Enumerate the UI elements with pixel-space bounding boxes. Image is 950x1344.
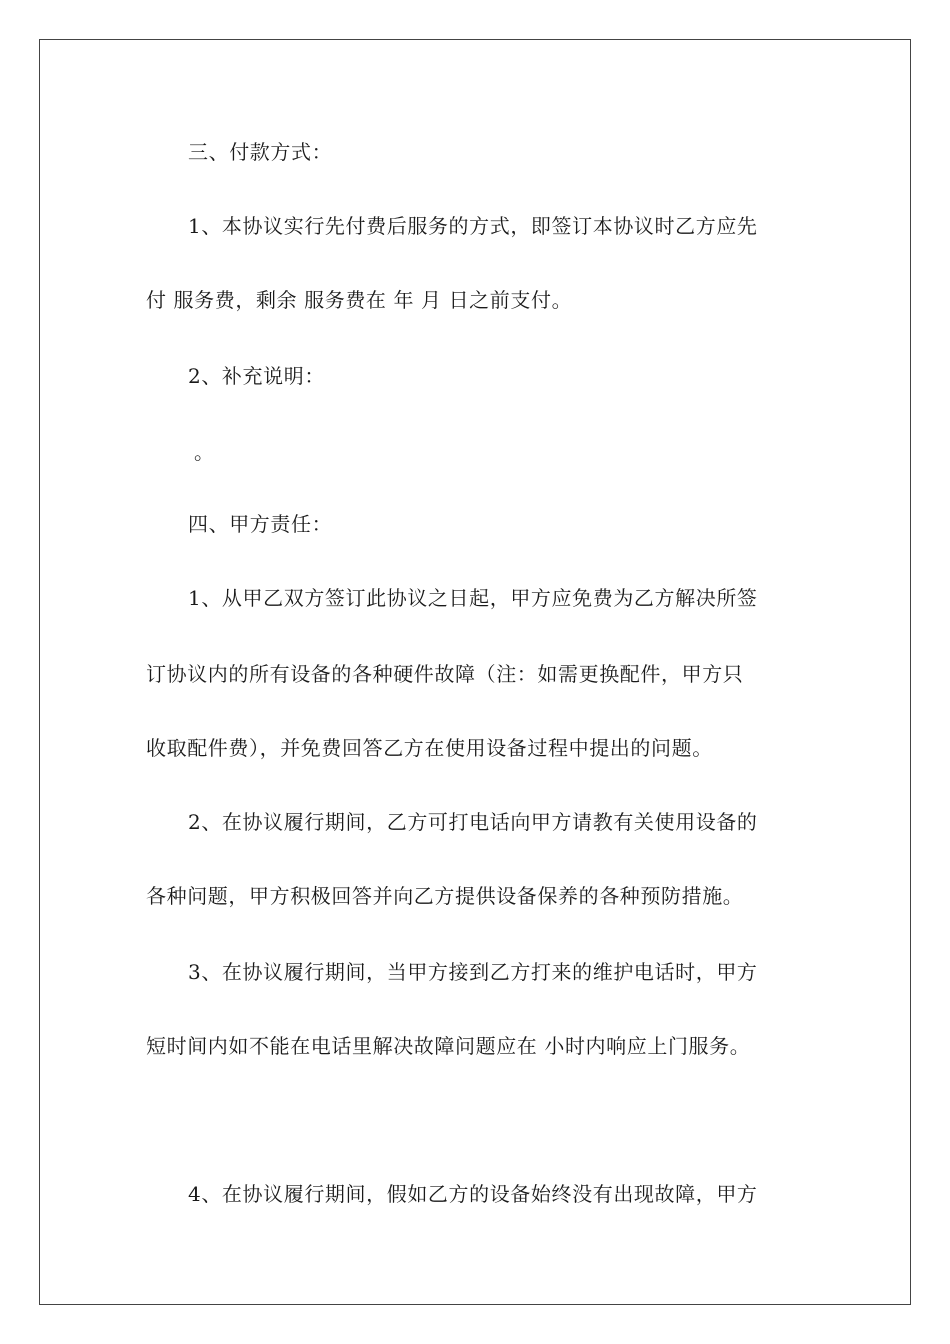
paragraph-line: 3、在协议履行期间，当甲方接到乙方打来的维护电话时，甲方 xyxy=(188,960,758,984)
paragraph-line: 2、在协议履行期间，乙方可打电话向甲方请教有关使用设备的 xyxy=(188,810,758,834)
paragraph-line: 短时间内如不能在电话里解决故障问题应在 小时内响应上门服务。 xyxy=(146,1034,751,1058)
section-heading-payment: 三、付款方式： xyxy=(188,140,333,164)
paragraph-line: 4、在协议履行期间，假如乙方的设备始终没有出现故障，甲方 xyxy=(188,1182,758,1206)
paragraph-line: 收取配件费），并免费回答乙方在使用设备过程中提出的问题。 xyxy=(146,736,713,760)
paragraph-line: 付 服务费，剩余 服务费在 年 月 日之前支付。 xyxy=(146,288,573,312)
paragraph-line: 2、补充说明： xyxy=(188,364,325,388)
paragraph-line: 1、从甲乙双方签订此协议之日起，甲方应免费为乙方解决所签 xyxy=(188,586,758,610)
paragraph-line: 订协议内的所有设备的各种硬件故障（注：如需更换配件，甲方只 xyxy=(146,662,744,686)
section-heading-party-a: 四、甲方责任： xyxy=(188,512,333,536)
paragraph-line: 1、本协议实行先付费后服务的方式，即签订本协议时乙方应先 xyxy=(188,214,758,238)
paragraph-line: 。 xyxy=(194,440,215,464)
paragraph-line: 各种问题，甲方积极回答并向乙方提供设备保养的各种预防措施。 xyxy=(146,884,744,908)
